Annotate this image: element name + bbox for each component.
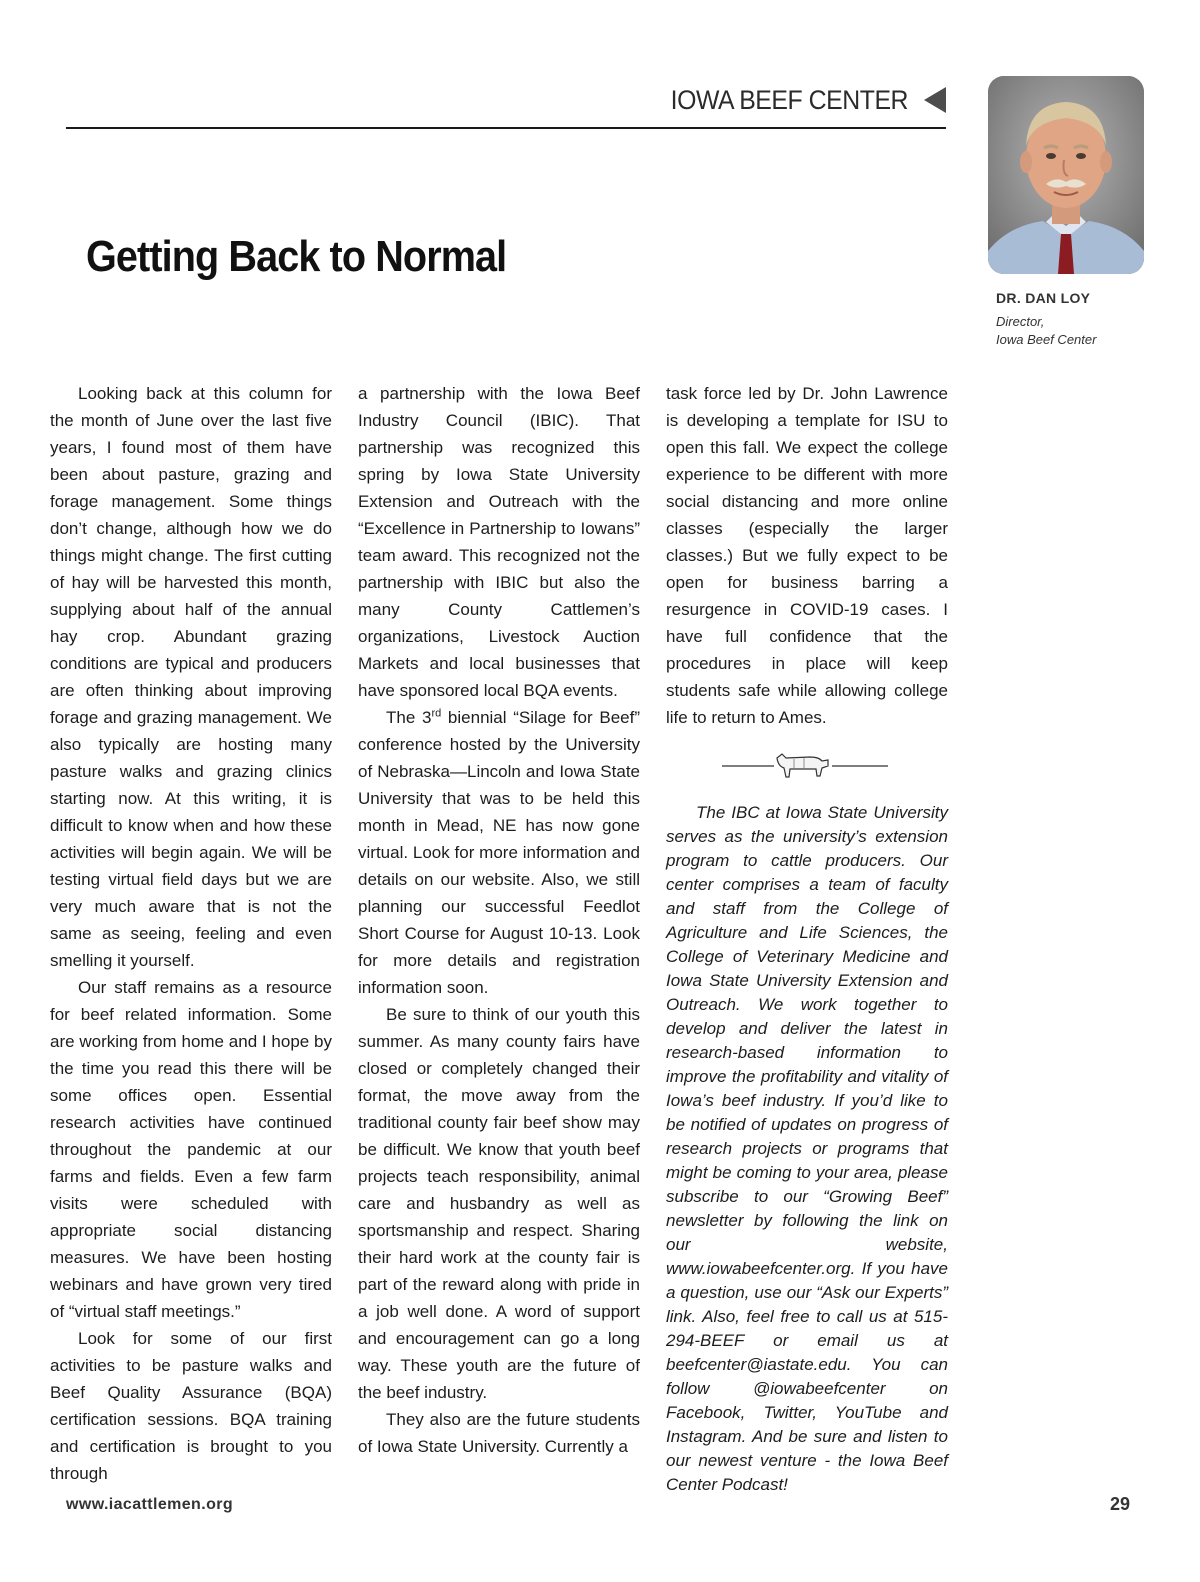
author-name: DR. DAN LOY — [996, 290, 1091, 306]
paragraph: a partnership with the Iowa Beef Industry Council (IBIC). That partnership was recognized this spring by Iowa State University Extension and Outreach with the “Excellence in Partnership to Iowans” team award. This recognized not the partnership with IBIC but also the many County Cattlemen’s organizations, Livestock Auction Markets and local businesses that have sponsored local BQA events. — [358, 384, 640, 700]
about-ibc-note — [666, 801, 948, 1497]
author-portrait-image — [988, 76, 1144, 274]
text-run: The 3 — [386, 708, 432, 727]
paragraph: Be sure to think of our youth this summer. As many county fairs have closed or completely changed their format, the move away from the traditional county fair beef show may be difficult. We know that youth beef projects teach responsibility, animal care and husbandry as well as sportsmanship and respect. Sharing their hard work at the county fair is part of the reward along with pride in a job well done. A word of support and encouragement can go a long way. These youth are the future of the beef industry. — [358, 1005, 640, 1402]
paragraph: Looking back at this column for the month of June over the last five years, I found most of them have been about pasture, grazing and forage management. Some things don’t change, although how we do things might change. The first cutting of hay will be harvested this month, supplying about half of the annual hay crop. Abundant grazing conditions are typical and producers are often thinking about improving forage and grazing management. We also typically are hosting many pasture walks and grazing clinics starting now. At this writing, it is difficult to know when and how these activities will begin again. We will be testing virtual field days but we are very much aware that is not the same as seeing, feeling and even smelling it yourself. — [50, 384, 332, 970]
ordinal-suffix: rd — [431, 707, 442, 720]
section-title: IOWA BEEF CENTER — [670, 84, 908, 115]
footer-website: www.iacattlemen.org — [66, 1496, 234, 1513]
cattle-divider-icon — [722, 749, 890, 783]
paragraph — [358, 704, 640, 1001]
article-column-2 — [358, 380, 640, 1460]
page-number: 29 — [1110, 1494, 1131, 1514]
header-divider — [66, 127, 946, 129]
article-column-1 — [50, 380, 332, 1487]
paragraph: They also are the future students of Iowa State University. Currently a — [358, 1410, 640, 1456]
section-header — [660, 80, 950, 120]
arrow-left-icon — [924, 87, 946, 113]
author-photo — [988, 76, 1144, 274]
author-title — [996, 313, 1096, 349]
author-role: Director, — [996, 314, 1045, 329]
text-run: biennial “Silage for Beef” conference hosted by the University of Nebraska—Lincoln and Iowa State University that was to be held this month in Mead, NE has now gone virtual. Look for more information and details on our website. Also, we still planning our successful Feedlot Short Course for August 10-13. Look for more details and registration information soon. — [358, 708, 640, 997]
paragraph: task force led by Dr. John Lawrence is developing a template for ISU to open this fall. We expect the college experience to be different with more social distancing and more online classes (especially the larger classes.) But we fully expect to be open for business barring a resurgence in COVID-19 cases. I have full confidence that the procedures in place will keep students safe while allowing college life to return to Ames. — [666, 384, 948, 727]
about-paragraph: The IBC at Iowa State University serves as the university’s extension program to cattle producers. Our center comprises a team of faculty and staff from the College of Agriculture and Life Sciences, the College of Veterinary Medicine and Iowa State University Extension and Outreach. We work together to develop and deliver the latest in research-based information to improve the profitability and vitality of Iowa’s beef industry. If you’d like to be notified of updates on progress of research projects or programs that might be coming to your area, please subscribe to our “Growing Beef” newsletter by following the link on our website, www.iowabeefcenter.org. If you have a question, use our “Ask our Experts” link. Also, feel free to call us at 515-294-BEEF or email us at beefcenter@iastate.edu. You can follow @iowabeefcenter on Facebook, Twitter, YouTube and Instagram. And be sure and listen to our newest venture - the Iowa Beef Center Podcast! — [666, 803, 948, 1494]
paragraph: Our staff remains as a resource for beef related information. Some are working from home and I hope by the time you read this there will be some offices open. Essential research activities have continued throughout the pandemic at our farms and fields. Even a few farm visits were scheduled with appropriate social distancing measures. We have been hosting webinars and have grown very tired of “virtual staff meetings.” — [50, 978, 332, 1321]
paragraph: Look for some of our first activities to be pasture walks and Beef Quality Assurance (BQA) certification sessions. BQA training and certification is brought to you through — [50, 1329, 332, 1483]
article-column-3 — [666, 380, 948, 1497]
article-title: Getting Back to Normal — [86, 232, 507, 281]
author-org: Iowa Beef Center — [996, 332, 1097, 347]
